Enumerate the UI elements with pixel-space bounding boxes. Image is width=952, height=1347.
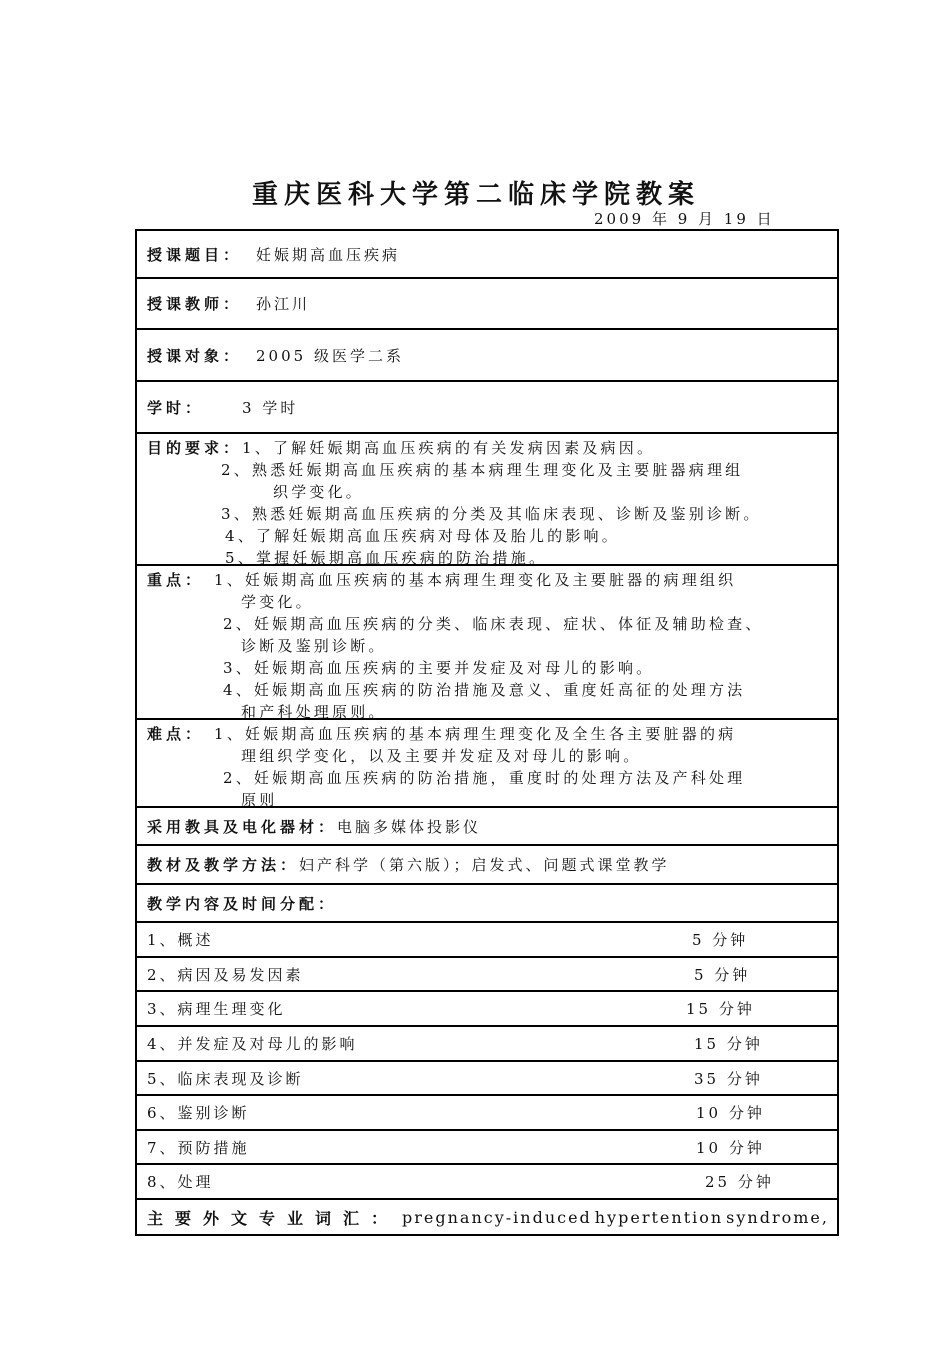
key-point-item: 诊断及鉴别诊断。 [241, 637, 387, 655]
teacher-value: 孙江川 [256, 295, 311, 313]
schedule-duration: 10 分钟 [696, 1104, 765, 1122]
difficulties-row [137, 720, 837, 808]
schedule-topic: 6、鉴别诊断 [147, 1104, 250, 1122]
hours-label: 学时： [147, 398, 205, 417]
key-point-item: 3、妊娠期高血压疾病的主要并发症及对母儿的影响。 [223, 659, 655, 677]
audience-value: 2005 级医学二系 [256, 346, 404, 365]
schedule-row [137, 1096, 837, 1131]
key-point-item: 2、妊娠期高血压疾病的分类、临床表现、症状、体征及辅助检查、 [223, 615, 764, 633]
lesson-plan-table [135, 229, 839, 1236]
topic-value: 妊娠期高血压疾病 [256, 245, 401, 264]
schedule-topic: 8、处理 [147, 1173, 214, 1191]
topic-label: 授课题目： [147, 245, 243, 264]
key-point-item: 4、妊娠期高血压疾病的防治措施及意义、重度妊高征的处理方法 [223, 681, 746, 699]
schedule-duration: 15 分钟 [686, 1000, 755, 1018]
objective-item: 4、了解妊娠期高血压疾病对母体及胎儿的影响。 [225, 527, 620, 545]
key-point-item: 和产科处理原则。 [241, 703, 387, 721]
schedule-duration: 35 分钟 [694, 1069, 763, 1088]
schedule-duration: 25 分钟 [705, 1173, 774, 1191]
difficulty-item: 2、妊娠期高血压疾病的防治措施，重度时的处理方法及产科处理 [223, 769, 746, 787]
schedule-topic: 2、病因及易发因素 [147, 965, 304, 984]
schedule-topic: 3、病理生理变化 [147, 1000, 286, 1018]
document-date: 2009 年 9 月 19 日 [594, 210, 775, 228]
difficulty-item: 理组织学变化，以及主要并发症及对母儿的影响。 [241, 747, 642, 765]
schedule-row [137, 958, 837, 992]
hours-row [137, 382, 837, 434]
key-points-row [137, 566, 837, 720]
schedule-row [137, 992, 837, 1027]
vocabulary-term: pregnancy-induced [402, 1207, 592, 1227]
schedule-topic: 1、概述 [147, 931, 214, 949]
schedule-label: 教学内容及时间分配： [147, 894, 338, 913]
document-title: 重庆医科大学第二临床学院教案 [251, 180, 700, 210]
schedule-topic: 4、并发症及对母儿的影响 [147, 1035, 358, 1053]
method-value: 妇产科学（第六版）；启发式、问题式课堂教学 [299, 856, 670, 874]
equipment-value: 电脑多媒体投影仪 [337, 817, 482, 836]
schedule-duration: 5 分钟 [694, 965, 751, 984]
schedule-header-row [137, 885, 837, 923]
schedule-row [137, 1165, 837, 1200]
teacher-row [137, 279, 837, 330]
objective-item: 2、熟悉妊娠期高血压疾病的基本病理生理变化及主要脏器病理组 [221, 461, 744, 479]
objective-item: 3、熟悉妊娠期高血压疾病的分类及其临床表现、诊断及鉴别诊断。 [221, 505, 762, 523]
objective-item: 织学变化。 [273, 483, 365, 501]
key-points-label: 重点： [147, 571, 205, 589]
vocabulary-term: syndrome, [726, 1207, 829, 1227]
schedule-row [137, 1062, 837, 1096]
schedule-duration: 5 分钟 [692, 931, 749, 949]
difficulty-item: 1、妊娠期高血压疾病的基本病理生理变化及全生各主要脏器的病 [214, 725, 737, 743]
audience-row [137, 330, 837, 382]
schedule-row [137, 1027, 837, 1062]
key-point-item: 学变化。 [241, 593, 314, 611]
key-point-item: 1、妊娠期高血压疾病的基本病理生理变化及主要脏器的病理组织 [214, 571, 737, 589]
objective-item: 1、了解妊娠期高血压疾病的有关发病因素及病因。 [242, 439, 656, 457]
equipment-row [137, 808, 837, 846]
equipment-label: 采用教具及电化器材： [147, 817, 338, 836]
schedule-duration: 15 分钟 [694, 1035, 763, 1053]
objective-item: 5、掌握妊娠期高血压疾病的防治措施。 [225, 549, 548, 567]
difficulty-item: 原则 [241, 791, 278, 809]
audience-label: 授课对象： [147, 346, 243, 365]
topic-row [137, 231, 837, 279]
schedule-row [137, 1131, 837, 1165]
method-row [137, 846, 837, 885]
schedule-topic: 7、预防措施 [147, 1138, 250, 1157]
hours-value: 3 学时 [242, 398, 299, 417]
vocabulary-row [137, 1200, 837, 1234]
schedule-duration: 10 分钟 [696, 1138, 765, 1157]
schedule-row [137, 923, 837, 958]
difficulties-label: 难点： [147, 725, 205, 743]
objectives-label: 目的要求： [147, 439, 243, 457]
teacher-label: 授课教师： [147, 295, 243, 313]
method-label: 教材及教学方法： [147, 856, 300, 874]
objectives-row [137, 434, 837, 566]
vocabulary-label: 主要外文专业词汇： [147, 1208, 400, 1228]
vocabulary-term: hypertention [594, 1207, 724, 1227]
schedule-topic: 5、临床表现及诊断 [147, 1069, 304, 1088]
